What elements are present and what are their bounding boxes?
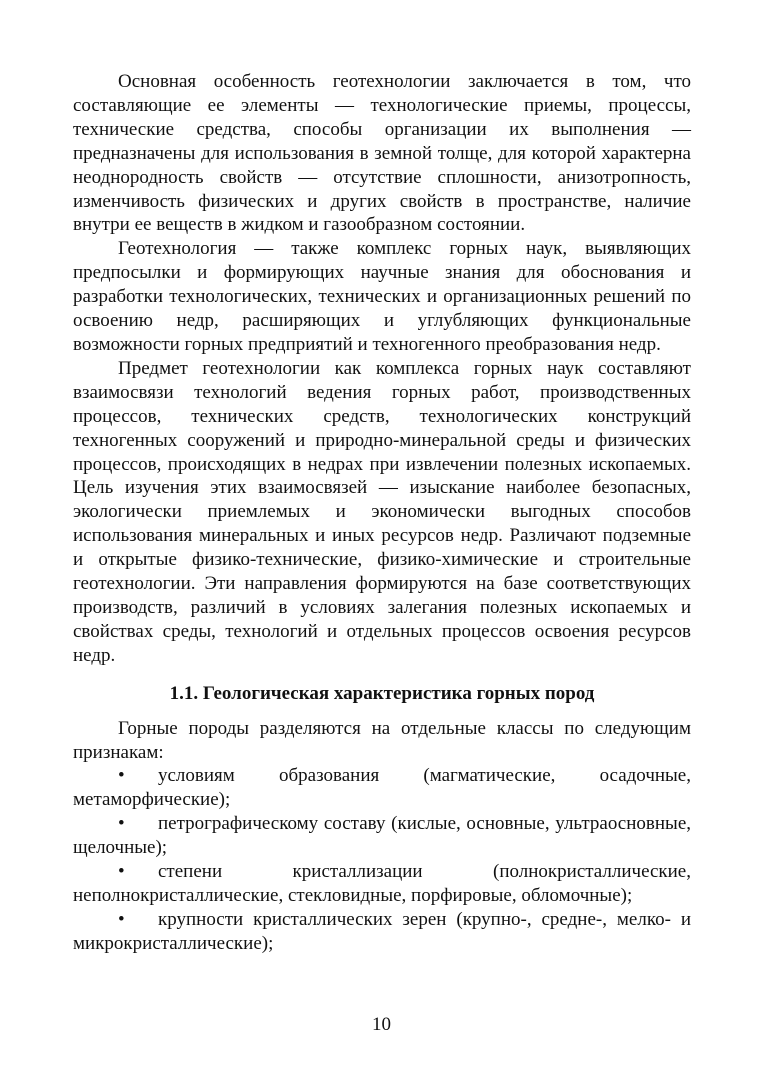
paragraph-geotechnology-subject: Предмет геотехнологии как комплекса горных наук составляют взаимосвязи технологий ведения горных работ, производственных процессов, технических средств, технологических конструкций техногенных сооружений и природно-минеральной среды и физических процессов, происходящих в недрах при извлечении полезных ископаемых. Цель изучения этих взаимосвязей — изыскание наиболее безопасных, экологически приемлемых и экономически выгодных способов использования минеральных и иных ресурсов недр. Различают подземные и открытые физико-технические, физико-химические и строительные геотехнологии. Эти направления формируются на базе соответствующих производств, различий в условиях залегания полезных ископаемых и свойствах среды, технологий и отдельных процессов освоения ресурсов недр.: [73, 357, 691, 666]
bullet-icon: •: [118, 909, 125, 931]
list-item-text: петрографическому составу (кислые, основные, ультраосновные, щелочные);: [73, 813, 691, 859]
section-intro: Горные породы разделяются на отдельные классы по следующим признакам:: [73, 717, 691, 763]
bullet-icon: •: [118, 765, 125, 787]
list-item-text: условиям образования (магматические, осадочные, метаморфические);: [73, 765, 691, 811]
paragraph-geotechnology-complex: Геотехнология — также комплекс горных наук, выявляющих предпосылки и формирующих научные знания для обоснования и разработки технологических, технических и организационных решений по освоению недр, расширяющих и углубляющих функциональные возможности горных предприятий и техногенного преобразования недр.: [73, 238, 691, 355]
list-item-text: степени кристаллизации (полнокристаллические, неполнокристаллические, стекловидные, порфировые, обломочные);: [73, 861, 691, 907]
list-item: [73, 860, 691, 908]
bullet-icon: •: [118, 813, 125, 835]
paragraph-geotechnology-feature: Основная особенность геотехнологии заключается в том, что составляющие ее элементы — технологические приемы, процессы, технические средства, способы организации их выполнения — предназначены для использования в земной толще, для которой характерна неоднородность свойств — отсутствие сплошности, анизотропность, изменчивость физических и других свойств в пространстве, наличие внутри ее веществ в жидком и газообразном состоянии.: [73, 71, 691, 236]
list-item: [73, 812, 691, 860]
list-item-text: крупности кристаллических зерен (крупно-, средне-, мелко- и микрокристаллические);: [73, 909, 691, 955]
section-heading: 1.1. Геологическая характеристика горных пород: [169, 682, 595, 704]
page-number: 10: [372, 1014, 391, 1035]
bullet-icon: •: [118, 861, 125, 883]
list-item: [73, 908, 691, 956]
classification-list: [73, 764, 691, 956]
page-content: [73, 70, 691, 956]
list-item: [73, 764, 691, 812]
